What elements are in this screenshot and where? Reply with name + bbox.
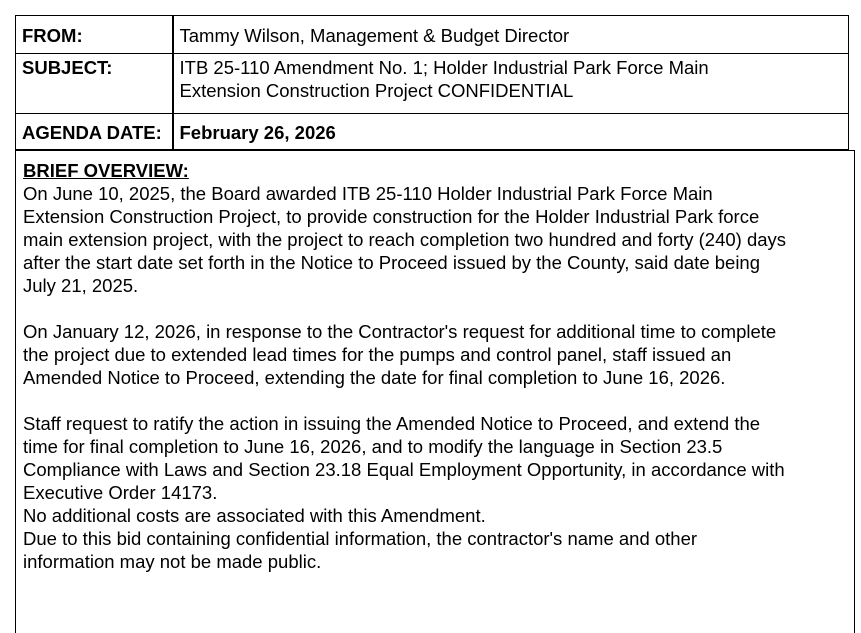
text-line: Due to this bid containing confidential information, the contractor's name and other: [23, 528, 698, 549]
text-line: On June 10, 2025, the Board awarded ITB 25-110 Holder Industrial Park Force Main: [23, 183, 713, 204]
text-line: the project due to extended lead times for the pumps and control panel, staff issued an: [23, 344, 732, 365]
from-label: FROM:: [16, 16, 173, 54]
text-line: Executive Order 14173.: [23, 482, 218, 503]
overview-confidential-note: [23, 527, 854, 573]
subject-value-line: ITB 25-110 Amendment No. 1; Holder Industrial Park Force Main: [179, 57, 709, 78]
from-value: Tammy Wilson, Management & Budget Director: [173, 16, 849, 54]
agenda-date-row: [16, 114, 849, 150]
text-line: Staff request to ratify the action in issuing the Amended Notice to Proceed, and extend the: [23, 413, 761, 434]
brief-overview-heading: BRIEF OVERVIEW:: [23, 160, 189, 181]
agenda-header-table: [15, 15, 849, 151]
text-line: Amended Notice to Proceed, extending the date for final completion to June 16, 2026.: [23, 367, 726, 388]
from-row: [16, 16, 849, 54]
subject-row: [16, 54, 849, 114]
text-line: On January 12, 2026, in response to the Contractor's request for additional time to complete: [23, 321, 777, 342]
text-line: Extension Construction Project, to provide construction for the Holder Industrial Park force: [23, 206, 760, 227]
overview-paragraph-ratify-request: [23, 412, 854, 504]
overview-no-cost-line: No additional costs are associated with this Amendment.: [23, 505, 486, 526]
text-line: July 21, 2025.: [23, 275, 139, 296]
subject-value: [173, 54, 849, 114]
overview-paragraph-award: [23, 182, 854, 297]
text-line: after the start date set forth in the Notice to Proceed issued by the County, said date being: [23, 252, 761, 273]
text-line: Compliance with Laws and Section 23.18 Equal Employment Opportunity, in accordance with: [23, 459, 785, 480]
text-line: main extension project, with the project to reach completion two hundred and forty (240) days: [23, 229, 787, 250]
text-line: time for final completion to June 16, 2026, and to modify the language in Section 23.5: [23, 436, 723, 457]
subject-value-line: Extension Construction Project CONFIDENTIAL: [179, 80, 574, 101]
subject-label: SUBJECT:: [16, 54, 173, 114]
text-line: information may not be made public.: [23, 551, 322, 572]
agenda-date-label: AGENDA DATE:: [16, 114, 173, 150]
overview-paragraph-amended-notice: [23, 320, 854, 389]
agenda-date-value: February 26, 2026: [173, 114, 849, 150]
brief-overview-section: [15, 150, 855, 633]
